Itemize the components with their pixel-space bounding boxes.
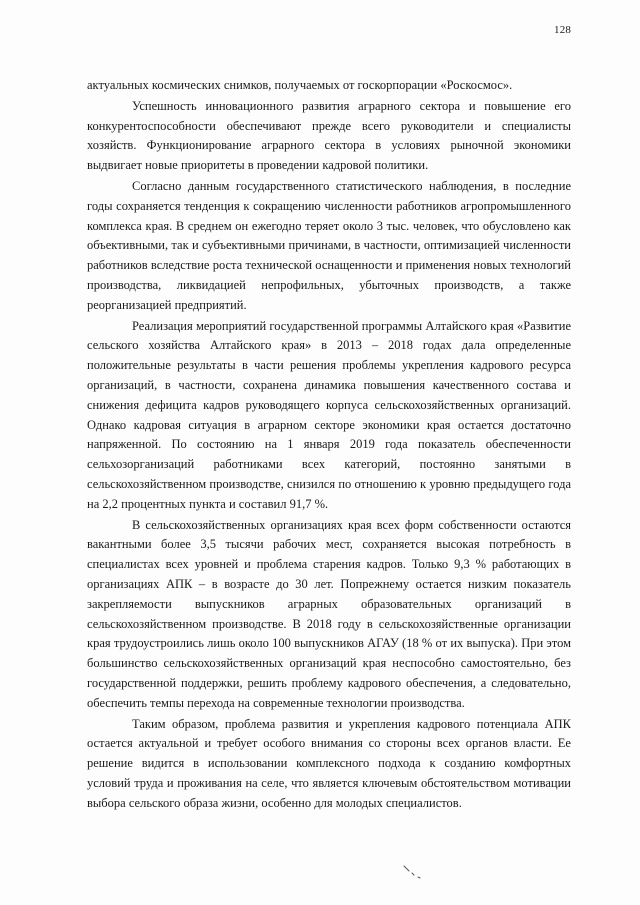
scan-artifact-mark <box>400 862 428 882</box>
paragraph: Таким образом, проблема развития и укрепления кадрового потенциала АПК остается актуальной и требует особого внимания со стороны всех органов власти. Ее решение видится в использовании комплексного подхода к созданию комфортных условий труда и проживания на селе, что является ключевым обстоятельством мотивации выбора сельского образа жизни, особенно для молодых специалистов. <box>87 716 571 810</box>
paragraph: Успешность инновационного развития аграрного сектора и повышение его конкурентоспособности обеспечивают прежде всего руководители и специалисты хозяйств. Функционирование аграрного сектора в условиях рыночной экономики выдвигает новые приоритеты в проведении кадровой политики. <box>87 98 571 173</box>
paragraph: Реализация мероприятий государственной программы Алтайского края «Развитие сельского хозяйства Алтайского края» в 2013 – 2018 годах дала определенные положительные результаты в части решения проблемы укрепления кадрового ресурса организаций, в частности, сохранена динамика повышения качественного состава и снижения дефицита кадров руководящего корпуса сельскохозяйственных организаций. Однако кадровая ситуация в аграрном секторе экономики края остается достаточно напряженной. По состоянию на 1 января 2019 года показатель обеспеченности сельхозорганизаций работниками всех категорий, постоянно занятыми в сельскохозяйственном производстве, снизился по отношению к уровню предыдущего года на 2,2 процентных пункта и составил 91,7 %. <box>87 318 571 511</box>
body-text <box>87 76 571 813</box>
paragraph-continuation: актуальных космических снимков, получаемых от госкорпорации «Роскосмос». <box>87 78 513 92</box>
page-number: 128 <box>554 24 572 36</box>
paragraph: Согласно данным государственного статистического наблюдения, в последние годы сохраняется тенденция к сокращению численности работников агропромышленного комплекса края. В среднем он ежегодно теряет около 3 тыс. человек, что обусловлено как объективными, так и субъективными причинами, в частности, оптимизацией численности работников вследствие роста технической оснащенности и применения новых технологий производства, ликвидацией непрофильных, убыточных производств, а также реорганизацией предприятий. <box>87 178 571 312</box>
paragraph: В сельскохозяйственных организациях края всех форм собственности остаются вакантными более 3,5 тысячи рабочих мест, сохраняется высокая потребность в специалистах всех уровней и проблема старения кадров. Только 9,3 % работающих в организациях АПК – в возрасте до 30 лет. Попрежнему остается низким показатель закрепляемости выпускников аграрных образовательных организаций в сельскохозяйственном производстве. В 2018 году в сельскохозяйственные организации края трудоустроились лишь около 100 выпускников АГАУ (18 % от их выпуска). При этом большинство сельскохозяйственных организаций края неспособно самостоятельно, без государственной поддержки, решить проблему кадрового обеспечения, а следовательно, обеспечить темпы перехода на современные технологии производства. <box>87 517 571 710</box>
